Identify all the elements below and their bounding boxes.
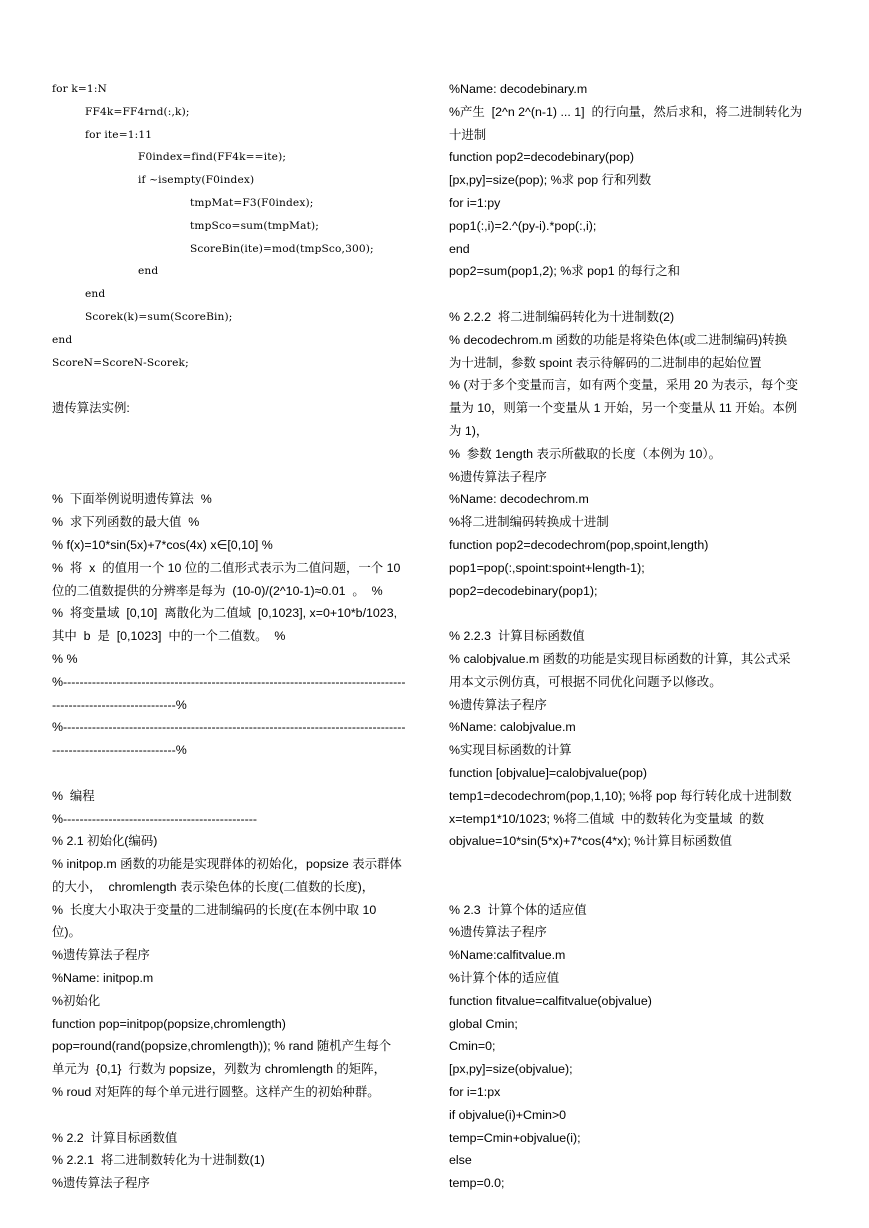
code-line: tmpMat=F3(F0index);: [190, 196, 314, 209]
text-line: % 下面举例说明遗传算法 %: [52, 492, 212, 507]
text-line: %遗传算法子程序: [449, 697, 547, 712]
text-line: 位的二值数提供的分辨率是每为 (10-0)/(2^10-1)≈0.01 。 %: [52, 583, 383, 598]
text-line: [449, 876, 821, 899]
text-line: for i=1:py: [449, 195, 501, 210]
code-line: for ite=1:11: [85, 128, 153, 141]
text-line: 单元为 {0,1} 行数为 popsize，列数为 chromlength 的矩阵，: [52, 1062, 386, 1077]
text-line: % calobjvalue.m 函数的功能是实现目标函数的计算，其公式采: [449, 651, 791, 666]
text-line: % (对于多个变量而言，如有两个变量，采用 20 为表示，每个变: [449, 378, 799, 393]
text-line: [449, 602, 821, 625]
text-line: % 求下列函数的最大值 %: [52, 515, 200, 530]
text-line: %初始化: [52, 993, 101, 1008]
text-line: % 编程: [52, 788, 95, 803]
code-line: Scorek(k)=sum(ScoreBin);: [85, 310, 233, 323]
text-line: % 将变量域 [0,10] 离散化为二值域 [0,1023], x=0+10*b/1023,: [52, 606, 398, 621]
text-line: %-----------------------------------------------------------------------------------: [52, 720, 406, 735]
text-line: for i=1:px: [449, 1085, 501, 1100]
text-line: % 将 x 的值用一个 10 位的二值形式表示为二值问题，一个 10: [52, 560, 401, 575]
text-line: else: [449, 1153, 472, 1168]
text-line: % 参数 1ength 表示所截取的长度（本例为 10）。: [449, 446, 721, 461]
text-line: 其中 b 是 [0,1023] 中的一个二值数。 %: [52, 629, 286, 644]
code-line: tmpSco=sum(tmpMat);: [190, 219, 320, 232]
text-line: 的大小， chromlength 表示染色体的长度(二值数的长度)，: [52, 879, 375, 894]
text-line: % 2.2.3 计算目标函数值: [449, 629, 585, 644]
text-line: 为 1)，: [449, 423, 489, 438]
text-line: %-----------------------------------------------: [52, 811, 257, 826]
text-line: end: [449, 241, 470, 256]
text-line: %Name: calobjvalue.m: [449, 720, 576, 735]
left-column: [52, 78, 422, 1195]
text-line: %计算个体的适应值: [449, 971, 560, 986]
text-line: 位)。: [52, 925, 81, 940]
text-line: % f(x)=10*sin(5x)+7*cos(4x) x∈[0,10] %: [52, 537, 273, 552]
text-line: %实现目标函数的计算: [449, 743, 572, 758]
text-line: % 2.2 计算目标函数值: [52, 1130, 178, 1145]
text-line: ------------------------------%: [52, 743, 187, 758]
text-line: % 2.2.2 将二进制编码转化为十进制数(2): [449, 309, 675, 324]
text-line: % 2.1 初始化(编码): [52, 834, 158, 849]
code-line: end: [85, 288, 106, 301]
text-line: if objvalue(i)+Cmin>0: [449, 1107, 567, 1122]
code-line: FF4k=FF4rnd(:,k);: [85, 105, 190, 118]
text-line: % roud 对矩阵的每个单元进行圆整。这样产生的初始种群。: [52, 1085, 380, 1100]
text-line: % 2.3 计算个体的适应值: [449, 902, 587, 917]
text-line: x=temp1*10/1023; %将二值域 中的数转化为变量域 的数: [449, 811, 765, 826]
code-line: end: [52, 333, 73, 346]
text-line: [52, 1104, 422, 1127]
text-line: % decodechrom.m 函数的功能是将染色体(或二进制编码)转换: [449, 332, 788, 347]
text-line: % 长度大小取决于变量的二进制编码的长度(在本例中取 10: [52, 902, 377, 917]
text-line: function pop2=decodechrom(pop,spoint,length): [449, 537, 709, 552]
text-line: 为十进制，参数 spoint 表示待解码的二进制串的起始位置: [449, 355, 762, 370]
text-line: %Name: decodebinary.m: [449, 82, 588, 96]
code-line: end: [138, 265, 159, 278]
text-line: pop2=decodebinary(pop1);: [449, 583, 598, 598]
text-line: pop=round(rand(popsize,chromlength)); % rand 随机产生每个: [52, 1039, 392, 1054]
text-line: [449, 283, 821, 306]
text-line: %Name: decodechrom.m: [449, 492, 589, 507]
text-line: %产生 [2^n 2^(n-1) ... 1] 的行向量，然后求和，将二进制转化为: [449, 104, 803, 119]
text-line: pop2=sum(pop1,2); %求 pop1 的每行之和: [449, 264, 681, 279]
text-line: ------------------------------%: [52, 697, 187, 712]
text-line: function fitvalue=calfitvalue(objvalue): [449, 993, 652, 1008]
text-line: [52, 420, 422, 443]
text-line: temp=0.0;: [449, 1176, 505, 1191]
text-line: %遗传算法子程序: [449, 925, 547, 940]
text-line: objvalue=10*sin(5*x)+7*cos(4*x); %计算目标函数值: [449, 834, 733, 849]
text-line: [52, 762, 422, 785]
text-line: % initpop.m 函数的功能是实现群体的初始化，popsize 表示群体: [52, 857, 402, 872]
text-line: function pop2=decodebinary(pop): [449, 150, 634, 165]
code-line: ScoreBin(ite)=mod(tmpSco,300);: [190, 242, 374, 255]
text-line: 遗传算法实例:: [52, 401, 130, 416]
text-line: temp1=decodechrom(pop,1,10); %将 pop 每行转化成十进制数: [449, 788, 792, 803]
code-line: if ~isempty(F0index): [138, 174, 255, 187]
text-line: [52, 466, 422, 489]
text-line: %-----------------------------------------------------------------------------------: [52, 674, 406, 689]
text-line: [449, 853, 821, 876]
text-line: Cmin=0;: [449, 1039, 496, 1054]
text-line: [52, 374, 422, 397]
text-line: temp=Cmin+objvalue(i);: [449, 1130, 581, 1145]
text-line: %Name:calfitvalue.m: [449, 948, 566, 963]
text-line: pop1=pop(:,spoint:spoint+length-1);: [449, 560, 645, 575]
text-line: 量为 10，则第一个变量从 1 开始，另一个变量从 11 开始。本例: [449, 401, 798, 416]
text-line: function pop=initpop(popsize,chromlength): [52, 1016, 286, 1031]
text-line: global Cmin;: [449, 1016, 518, 1031]
text-line: function [objvalue]=calobjvalue(pop): [449, 765, 648, 780]
text-line: [px,py]=size(objvalue);: [449, 1062, 573, 1077]
text-line: %将二进制编码转换成十进制: [449, 515, 609, 530]
text-line: %遗传算法子程序: [449, 469, 547, 484]
text-line: %遗传算法子程序: [52, 948, 150, 963]
code-line: F0index=find(FF4k==ite);: [138, 151, 287, 164]
text-line: [px,py]=size(pop); %求 pop 行和列数: [449, 173, 652, 188]
text-line: 用本文示例仿真，可根据不同优化问题予以修改。: [449, 674, 722, 689]
text-line: %Name: initpop.m: [52, 971, 154, 986]
text-line: 十进制: [449, 127, 487, 142]
right-column: [449, 78, 821, 1195]
text-line: % %: [52, 651, 78, 666]
code-line: ScoreN=ScoreN-Scorek;: [52, 356, 189, 369]
text-line: [52, 443, 422, 466]
code-line: for k=1:N: [52, 83, 107, 95]
text-line: % 2.2.1 将二进制数转化为十进制数(1): [52, 1153, 265, 1168]
text-line: %遗传算法子程序: [52, 1176, 150, 1191]
text-line: pop1(:,i)=2.^(py-i).*pop(:,i);: [449, 218, 597, 233]
